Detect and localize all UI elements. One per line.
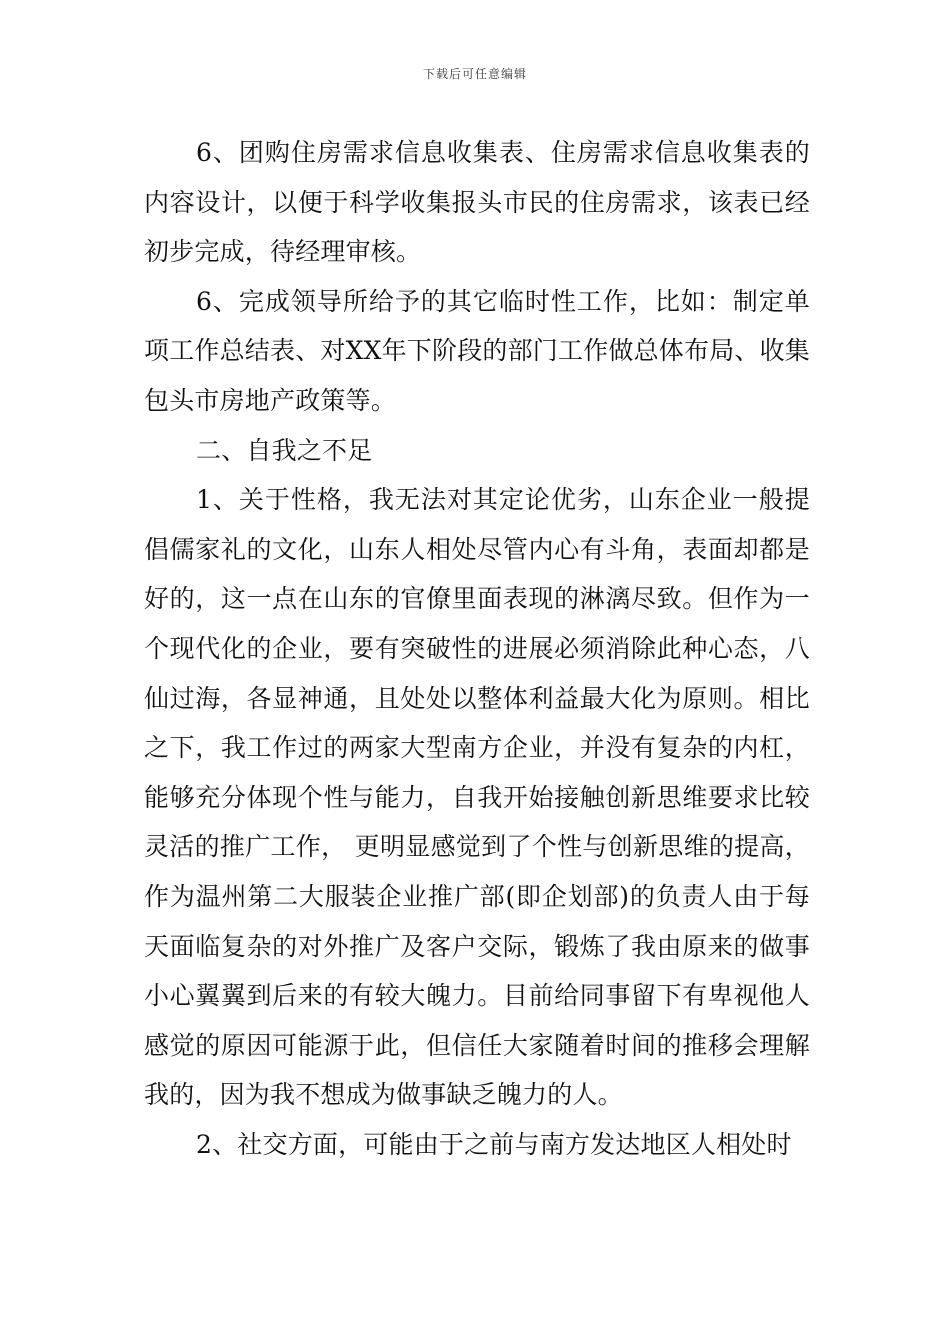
paragraph-item-2-social: 2、社交方面，可能由于之前与南方发达地区人相处时 (196, 1129, 792, 1159)
paragraph-item-6-survey: 6、团购住房需求信息收集表、住房需求信息收集表的内容设计，以便于科学收集报头市民的住房需求，该表已经初步完成，待经理审核。 (144, 138, 810, 267)
paragraph-item-1-personality: 1、关于性格，我无法对其定论优劣，山东企业一般提倡儒家礼的文化，山东人相处尽管内心有斗角，表面却都是好的，这一点在山东的官僚里面表现的淋漓尽致。但作为一个现代化的企业，要有突破性的进展必须消除此种心态，八仙过海，各显神通，且处处以整体利益最大化为原则。相比之下，我工作过的两家大型南方企业，并没有复杂的内杠，能够充分体现个性与能力，自我开始接触创新思维要求比较灵活的推广工作， 更明显感觉到了个性与创新思维的提高，作为温州第二大服装企业推广部(即企划部)的负责人由于每天面临复杂的对外推广及客户交际，锻炼了我由原来的做事小心翼翼到后来的有较大魄力。目前给同事留下有卑视他人感觉的原因可能源于此，但信任大家随着时间的推移会理解我的，因为我不想成为做事缺乏魄力的人。 (144, 485, 810, 1110)
paragraph-item-6-temporary-work: 6、完成领导所给予的其它临时性工作，比如：制定单项工作总结表、对XX年下阶段的部门工作做总体布局、收集包头市房地产政策等。 (144, 286, 810, 415)
page-header: 下载后可任意编辑 (422, 67, 527, 81)
section-heading-shortcomings: 二、自我之不足 (196, 435, 373, 465)
document-body (144, 128, 810, 1169)
